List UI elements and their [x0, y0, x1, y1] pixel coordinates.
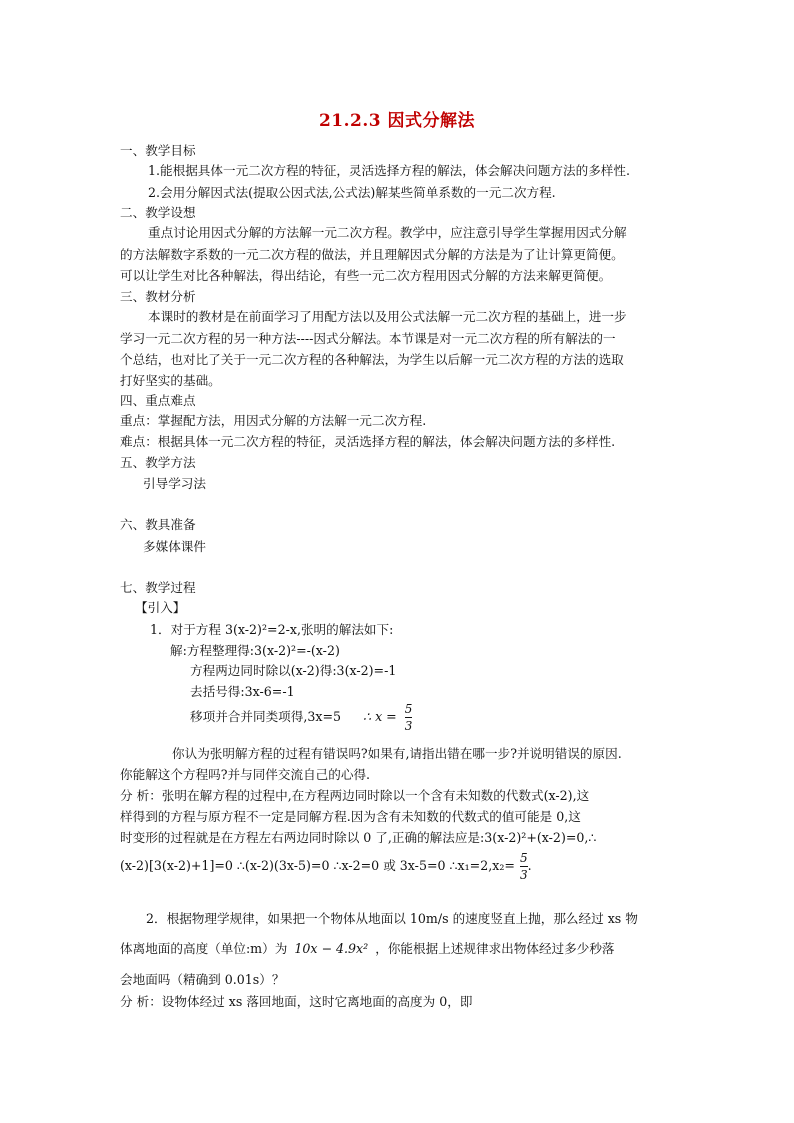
material-paragraph-line: 打好坚实的基础。	[120, 373, 221, 388]
section-heading-design: 二、教学设想	[120, 205, 196, 220]
section-heading-goals: 一、教学目标	[120, 143, 196, 158]
design-paragraph-line: 重点讨论用因式分解的方法解一元二次方程。教学中，应注意引导学生掌握用因式分解	[148, 225, 627, 240]
question-1-prompt: 你认为张明解方程的过程有错误吗?如果有,请指出错在哪一步?并说明错误的原因.	[172, 746, 622, 761]
question-2-line	[120, 939, 615, 959]
solution-step: 方程两边同时除以(x-2)得:3(x-2)=-1	[190, 663, 397, 678]
solution-step: 解:方程整理得:3(x-2)²=-(x-2)	[170, 643, 340, 658]
fraction-numerator: 5	[519, 851, 528, 865]
question-2: 2．根据物理学规律，如果把一个物体从地面以 10m/s 的速度竖直上抛，那么经过 xs 物	[146, 911, 638, 926]
analysis-line: 分 析：张明在解方程的过程中,在方程两边同时除以一个含有未知数的代数式(x-2),这	[120, 788, 590, 803]
section-heading-keypoints: 四、重点难点	[120, 393, 196, 408]
method-text: 引导学习法	[143, 476, 206, 491]
material-paragraph-line: 个总结，也对比了关于一元二次方程的各种解法，为学生以后解一元二次方程的方法的选取	[120, 352, 624, 367]
tools-text: 多媒体课件	[143, 539, 206, 554]
fraction-five-thirds	[520, 851, 528, 882]
analysis-text: (x-2)[3(x-2)+1]=0 ∴(x-2)(3x-5)=0 ∴x-2=0 或 3x-5=0 ∴x₁=2,x₂=	[120, 858, 515, 873]
material-paragraph-line: 本课时的教材是在前面学习了用配方法以及用公式法解一元二次方程的基础上，进一步	[148, 309, 627, 324]
section-heading-process: 七、教学过程	[120, 580, 196, 595]
analysis-line: 时变形的过程就是在方程左右两边同时除以 0 了,正确的解法应是:3(x-2)²+(x-2)=0,∴	[120, 830, 597, 845]
design-paragraph-line: 的方法解数字系数的一元二次方程的做法，并且理解因式分解的方法是为了让计算更简便。	[120, 247, 624, 262]
solution-step-final	[190, 699, 412, 735]
question-2-analysis: 分 析：设物体经过 xs 落回地面，这时它离地面的高度为 0，即	[120, 994, 473, 1009]
key-point-text: 重点：掌握配方法，用因式分解的方法解一元二次方程.	[120, 413, 427, 428]
section-heading-tools: 六、教具准备	[120, 517, 196, 532]
question-1-prompt: 你能解这个方程吗?并与同伴交流自己的心得.	[120, 767, 371, 782]
height-formula: 10x − 4.9x²	[294, 941, 369, 956]
analysis-line: 样得到的方程与原方程不一定是同解方程.因为含有未知数的代数式的值可能是 0,这	[120, 809, 581, 824]
difficult-point-text: 难点：根据具体一元二次方程的特征，灵活选择方程的解法，体会解决问题方法的多样性.	[120, 434, 616, 449]
section-heading-material: 三、教材分析	[120, 289, 196, 304]
solution-step-text: 移项并合并同类项得,3x=5	[190, 709, 342, 724]
question-2-text: ，你能根据上述规律求出物体经过多少秒落	[375, 941, 615, 956]
section-heading-method: 五、教学方法	[120, 455, 196, 470]
fraction-denominator: 3	[404, 719, 413, 733]
fraction-numerator: 5	[404, 702, 413, 716]
therefore-x: ∴ x =	[363, 709, 397, 724]
fraction-five-thirds	[405, 702, 413, 733]
material-paragraph-line: 学习一元二次方程的另一种方法----因式分解法。本节课是对一元二次方程的所有解法的一	[120, 331, 616, 346]
solution-step: 去括号得:3x-6=-1	[190, 684, 295, 699]
lesson-title: 21.2.3 因式分解法	[318, 111, 476, 131]
goal-item-2: 2.会用分解因式法(提取公因式法,公式法)解某些简单系数的一元二次方程.	[148, 185, 556, 200]
fraction-denominator: 3	[519, 868, 528, 882]
intro-label: 【引入】	[135, 600, 186, 615]
question-2-text: 体离地面的高度（单位:m）为	[120, 941, 288, 956]
goal-item-1: 1.能根据具体一元二次方程的特征，灵活选择方程的解法，体会解决问题方法的多样性.	[148, 163, 630, 178]
question-1: 1．对于方程 3(x-2)²=2-x,张明的解法如下:	[150, 622, 394, 637]
analysis-line-final: (x-2)[3(x-2)+1]=0 ∴(x-2)(3x-5)=0 ∴x-2=0 或 3x-5=0 ∴x₁=2,x₂= $\frac{5}{3}$ .	[120, 851, 532, 882]
design-paragraph-line: 可以让学生对比各种解法，得出结论，有些一元二次方程用因式分解的方法来解更简便。	[120, 268, 612, 283]
question-2-line: 会地面吗（精确到 0.01s）？	[120, 972, 285, 987]
